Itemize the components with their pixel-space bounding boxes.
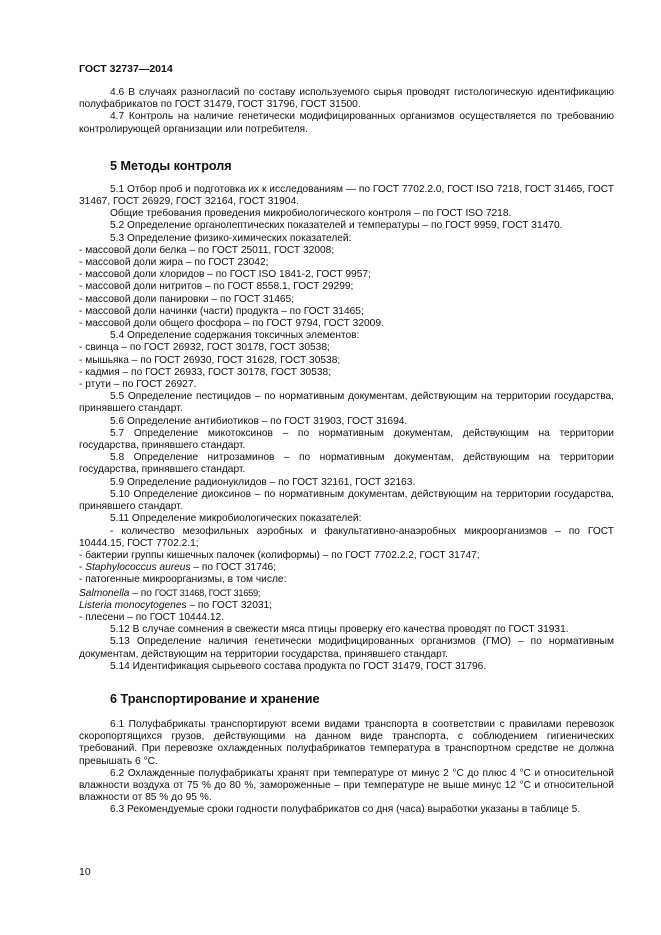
- section-6: [79, 719, 614, 817]
- section-5: [79, 184, 614, 673]
- list-item-5-3: - массовой доли хлоридов – по ГОСТ ISO 1841-2, ГОСТ 9957;: [79, 269, 371, 281]
- paragraph-6-1: 6.1 Полуфабрикаты транспортируют всеми видами транспорта в соответствии с правилами перевозок скоропортящихся грузов, действующими на данном виде транспорта, с соблюдением гигиенических требований. При перевозке охлажденных полуфабрикатов температура в транспортном средстве не должна превышать 6 °С.: [79, 718, 614, 767]
- list-item-5-3: - массовой доли панировки – по ГОСТ 31465;: [79, 293, 295, 305]
- list-item-5-4: - мышьяка – по ГОСТ 26930, ГОСТ 31628, ГОСТ 30538;: [79, 354, 341, 366]
- organism-name: Staphylococcus aureus: [85, 562, 191, 574]
- method-ref: – по: [129, 587, 155, 599]
- paragraph-5-14: 5.14 Идентификация сырьевого состава продукта по ГОСТ 31479, ГОСТ 31796.: [110, 660, 487, 672]
- page-header: ГОСТ 32737—2014: [79, 63, 173, 75]
- method-ref: ГОСТ 31468, ГОСТ 31659;: [154, 587, 261, 598]
- list-item-5-4: - кадмия – по ГОСТ 26933, ГОСТ 30178, ГОСТ 30538;: [79, 366, 332, 378]
- list-item-5-11: [79, 562, 614, 574]
- paragraph-5-13: 5.13 Определение наличия генетически модифицированных организмов (ГМО) – по нормативным документам, действующим на территории государства, принявшего стандарт.: [79, 636, 614, 660]
- organism-name: Listeria monocytogenes: [79, 599, 187, 611]
- page-number: 10: [79, 866, 91, 878]
- list-item-5-11: - плесени – по ГОСТ 10444.12.: [79, 611, 225, 623]
- list-item-5-11: - бактерии группы кишечных палочек (колиформы) – по ГОСТ 7702.2.2, ГОСТ 31747;: [79, 549, 480, 561]
- paragraph-4-7: 4.7 Контроль на наличие генетически модифицированных организмов осуществляется по требованию контролирующей организации или потребителя.: [79, 111, 614, 135]
- paragraph-6-2: 6.2 Охлажденные полуфабрикаты хранят при температуре от минус 2 °С до плюс 4 °С и относительной влажности воздуха от 75 % до 80 %, замороженные – при температуре не выше минус 12 °С и относительной влажности от 85 % до 95 %.: [79, 767, 614, 804]
- paragraph-4-6: 4.6 В случаях разногласий по составу используемого сырья проводят гистологическую идентификацию полуфабрикатов по ГОСТ 31479, ГОСТ 31796, ГОСТ 31500.: [79, 87, 614, 111]
- method-ref: – по ГОСТ 32031;: [186, 599, 273, 611]
- paragraph-6-3: 6.3 Рекомендуемые сроки годности полуфабрикатов со дня (часа) выработки указаны в таблице 5.: [110, 804, 581, 816]
- dash: -: [79, 562, 86, 574]
- list-item-5-11: [79, 600, 614, 612]
- paragraph-5-8: 5.8 Определение нитрозаминов – по нормативным документам, действующим на территории государства, принявшего стандарт.: [79, 452, 614, 476]
- list-item-5-11: - количество мезофильных аэробных и факультативно-анаэробных микроорганизмов – по ГОСТ 10444.15, ГОСТ 7702.2.1;: [79, 525, 614, 549]
- paragraph-5-4: 5.4 Определение содержания токсичных элементов:: [110, 330, 360, 342]
- paragraph-5-11: 5.11 Определение микробиологических показателей:: [110, 513, 362, 525]
- paragraph-5-12: 5.12 В случае сомнения в свежести мяса птицы проверку его качества проводят по ГОСТ 31931.: [110, 624, 569, 636]
- list-item-5-4: - ртути – по ГОСТ 26927.: [79, 379, 197, 391]
- paragraph-5-3: 5.3 Определение физико-химических показателей:: [110, 232, 352, 244]
- section-6-heading: 6 Транспортирование и хранение: [110, 691, 320, 706]
- paragraph-5-1: 5.1 Отбор проб и подготовка их к исследованиям — по ГОСТ 7702.2.0, ГОСТ ISO 7218, ГОСТ 31465, ГОСТ 31467, ГОСТ 26929, ГОСТ 32164, ГОСТ 31904.: [79, 183, 614, 208]
- paragraph-5-10: 5.10 Определение диоксинов – по нормативным документам, действующим на территории государства, принявшего стандарт.: [79, 488, 614, 513]
- paragraph-5-6: 5.6 Определение антибиотиков – по ГОСТ 31903, ГОСТ 31694.: [110, 415, 408, 427]
- section-5-heading: 5 Методы контроля: [110, 158, 232, 173]
- paragraph-5-9: 5.9 Определение радионуклидов – по ГОСТ 32161, ГОСТ 32163.: [110, 476, 416, 488]
- list-item-5-11: [79, 587, 614, 600]
- organism-name: Salmonella: [79, 587, 130, 599]
- list-item-5-3: - массовой доли общего фосфора – по ГОСТ 9794, ГОСТ 32009.: [79, 318, 384, 330]
- list-item-5-3: - массовой доли начинки (части) продукта – по ГОСТ 31465;: [79, 305, 364, 317]
- list-item-5-3: - массовой доли нитритов – по ГОСТ 8558.1, ГОСТ 29299;: [79, 281, 354, 293]
- method-ref: – по ГОСТ 31746;: [190, 562, 277, 574]
- page-content: [79, 87, 614, 817]
- paragraph-5-2: 5.2 Определение органолептических показателей и температуры – по ГОСТ 9959, ГОСТ 31470.: [110, 220, 563, 232]
- list-item-5-11: - патогенные микроорганизмы, в том числе:: [79, 574, 287, 586]
- paragraph-5-1-general: Общие требования проведения микробиологического контроля – по ГОСТ ISO 7218.: [110, 208, 512, 220]
- list-item-5-4: - свинца – по ГОСТ 26932, ГОСТ 30178, ГОСТ 30538;: [79, 342, 330, 354]
- paragraph-5-5: 5.5 Определение пестицидов – по нормативным документам, действующим на территории государства, принявшего стандарт.: [79, 391, 614, 415]
- list-item-5-3: - массовой доли белка – по ГОСТ 25011, ГОСТ 32008;: [79, 244, 335, 256]
- section-4-tail: [79, 87, 614, 136]
- list-item-5-3: - массовой доли жира – по ГОСТ 23042;: [79, 257, 269, 269]
- paragraph-5-7: 5.7 Определение микотоксинов – по нормативным документам, действующим на территории государства, принявшего стандарт.: [79, 427, 614, 452]
